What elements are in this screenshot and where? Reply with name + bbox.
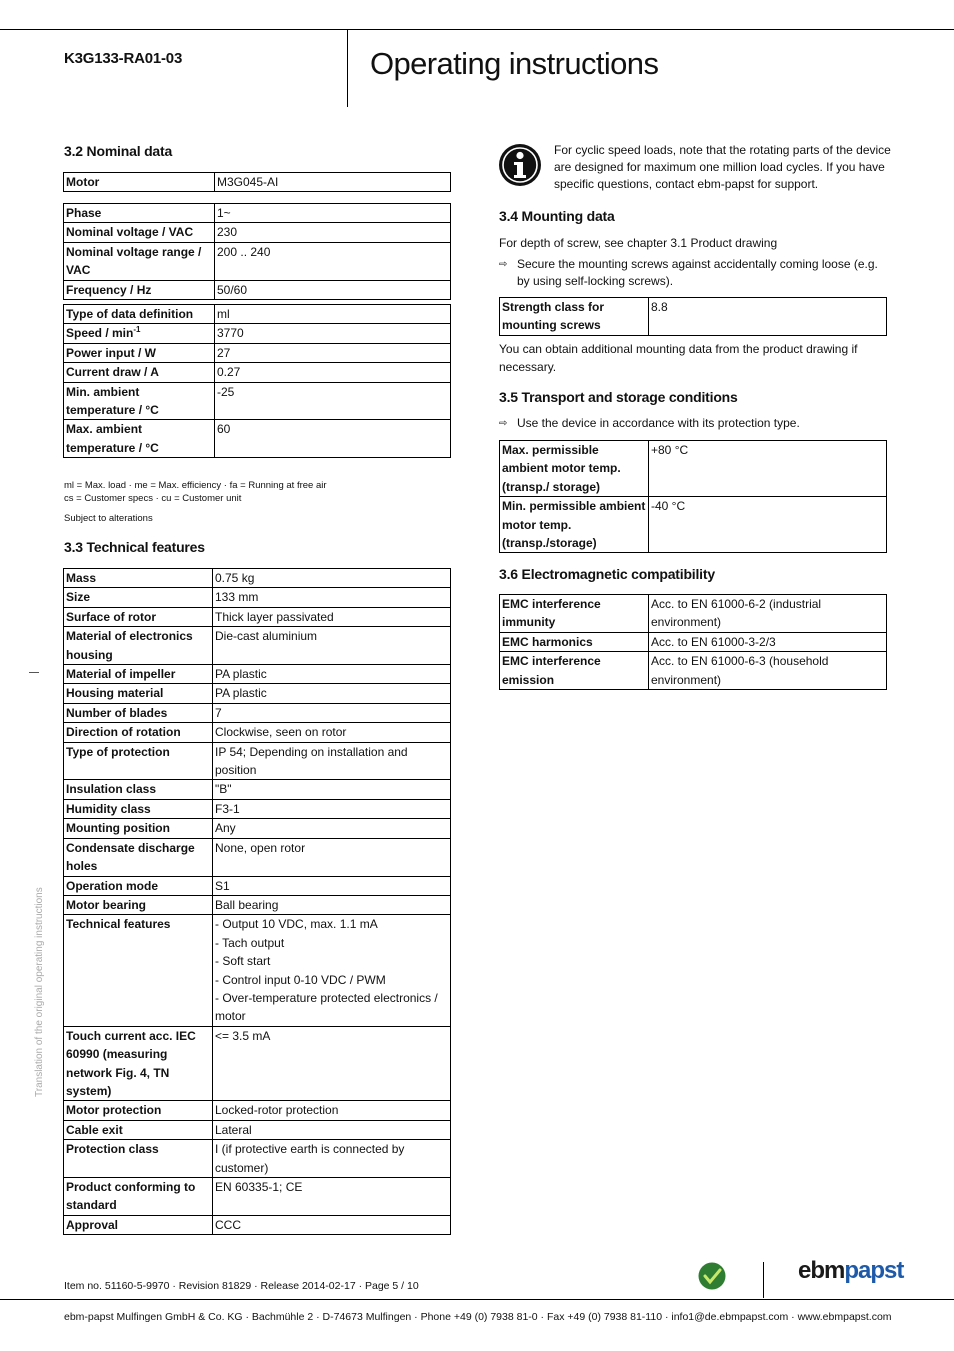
side-translation-note: Translation of the original operating instructions [34, 887, 45, 1097]
row-value: CCC [213, 1215, 451, 1234]
row-label: Min. ambient temperature / °C [64, 382, 215, 420]
row-value: Thick layer passivated [213, 607, 451, 626]
row-value: F3-1 [213, 799, 451, 818]
row-value: IP 54; Depending on installation and position [213, 742, 451, 780]
table-row [64, 723, 451, 742]
table-row [64, 569, 451, 588]
row-label: EMC harmonics [500, 632, 649, 651]
abbrev-note-2: cs = Customer specs · cu = Customer unit [64, 493, 242, 504]
row-value: 133 mm [213, 588, 451, 607]
row-label: Type of protection [64, 742, 213, 780]
row-value: - Output 10 VDC, max. 1.1 mA - Tach output - Soft start - Control input 0-10 VDC / PWM - Over-temperature protected electronics / motor [213, 915, 451, 1026]
row-label: Insulation class [64, 780, 213, 799]
row-label: Approval [64, 1215, 213, 1234]
row-value: 230 [215, 223, 451, 242]
row-value: 3770 [215, 324, 451, 343]
table-row [64, 780, 451, 799]
row-value: Acc. to EN 61000-6-3 (household environment) [649, 652, 887, 690]
table-row [64, 242, 451, 280]
table-row [64, 1101, 451, 1120]
row-value: 60 [215, 420, 451, 458]
logo-part-ebm: ebm [798, 1257, 845, 1284]
row-label: Touch current acc. IEC 60990 (measuring network Fig. 4, TN system) [64, 1026, 213, 1101]
row-label: Speed / $\min^{-1}$ [64, 324, 215, 343]
table-row [64, 703, 451, 722]
mounting-intro: For depth of screw, see chapter 3.1 Product drawing [499, 236, 778, 250]
row-value: 8.8 [649, 298, 887, 336]
mounting-bullet-text: Secure the mounting screws against accidentally coming loose (e.g. by using self-locking screws). [517, 257, 878, 288]
emc-table [499, 594, 887, 690]
transport-table-body [500, 441, 887, 553]
row-value: "B" [213, 780, 451, 799]
row-value: 0.75 kg [213, 569, 451, 588]
row-value: Acc. to EN 61000-3-2/3 [649, 632, 887, 651]
info-note: For cyclic speed loads, note that the rotating parts of the device are designed for maximum one million load cycles. If you have specific questions, contact ebm-papst for support. [554, 143, 891, 191]
table-row [500, 632, 887, 651]
table-row [64, 607, 451, 626]
row-label: Product conforming to standard [64, 1178, 213, 1216]
table-row [500, 652, 887, 690]
fold-mark [29, 672, 39, 673]
ebmpapst-logo [798, 1257, 904, 1284]
table-row [64, 627, 451, 665]
mounting-bullet [499, 256, 889, 290]
header-top-rule [0, 29, 954, 30]
row-value: Ball bearing [213, 895, 451, 914]
table-row [500, 497, 887, 553]
logo-part-papst: papst [844, 1257, 904, 1284]
mounting-table [499, 297, 887, 336]
table-row [64, 799, 451, 818]
table-row [64, 876, 451, 895]
row-label: Motor [64, 173, 215, 192]
table-row [64, 838, 451, 876]
row-value: -25 [215, 382, 451, 420]
row-value: 7 [213, 703, 451, 722]
row-value: 27 [215, 343, 451, 362]
row-value: None, open rotor [213, 838, 451, 876]
arrow-right-icon: ⇨ [499, 418, 508, 429]
info-icon [498, 143, 542, 187]
row-value: Clockwise, seen on rotor [213, 723, 451, 742]
operating-table [63, 304, 451, 458]
greentech-badge-icon [698, 1262, 726, 1290]
row-value: PA plastic [213, 684, 451, 703]
row-value: Lateral [213, 1120, 451, 1139]
electrical-table [63, 203, 451, 300]
item-number-line: Item no. 51160-5-9970 · Revision 81829 · Release 2014-02-17 · Page 5 / 10 [64, 1280, 419, 1292]
page-title: Operating instructions [370, 46, 659, 81]
operating-table-body [64, 305, 451, 458]
row-label: EMC interference immunity [500, 595, 649, 633]
table-row [64, 1120, 451, 1139]
table-row [64, 324, 451, 343]
row-value: Acc. to EN 61000-6-2 (industrial environment) [649, 595, 887, 633]
alterations-note: Subject to alterations [64, 513, 153, 524]
table-row [64, 223, 451, 242]
table-row [64, 588, 451, 607]
abbrev-note-1: ml = Max. load · me = Max. efficiency · fa = Running at free air [64, 480, 327, 491]
row-label: Operation mode [64, 876, 213, 895]
emc-heading: 3.6 Electromagnetic compatibility [499, 566, 715, 582]
row-value: Any [213, 819, 451, 838]
row-label: Direction of rotation [64, 723, 213, 742]
transport-table [499, 440, 887, 553]
technical-table [63, 568, 451, 1235]
table-row [64, 280, 451, 299]
table-row [64, 1178, 451, 1216]
mounting-table-body [500, 298, 887, 336]
row-label: Current draw / A [64, 363, 215, 382]
row-value: +80 °C [649, 441, 887, 497]
transport-bullet [499, 415, 889, 432]
row-value: PA plastic [213, 665, 451, 684]
table-row [64, 305, 451, 324]
row-label: Frequency / Hz [64, 280, 215, 299]
table-row [64, 204, 451, 223]
row-label: Max. permissible ambient motor temp. (transp./ storage) [500, 441, 649, 497]
row-label: Cable exit [64, 1120, 213, 1139]
nominal-heading: 3.2 Nominal data [64, 143, 173, 159]
row-value: Locked-rotor protection [213, 1101, 451, 1120]
row-value: Die-cast aluminium [213, 627, 451, 665]
motor-table [63, 172, 451, 192]
technical-heading: 3.3 Technical features [64, 539, 205, 555]
motor-table-body [64, 173, 451, 192]
footer-logo-divider [763, 1262, 764, 1298]
transport-heading: 3.5 Transport and storage conditions [499, 389, 738, 405]
table-row [64, 363, 451, 382]
row-value: 50/60 [215, 280, 451, 299]
emc-table-body [500, 595, 887, 690]
mounting-heading: 3.4 Mounting data [499, 208, 615, 224]
row-label: Surface of rotor [64, 607, 213, 626]
table-row [64, 915, 451, 1026]
table-row [64, 1140, 451, 1178]
table-row [64, 665, 451, 684]
company-address-line: ebm-papst Mulfingen GmbH & Co. KG · Bachmühle 2 · D-74673 Mulfingen · Phone +49 (0) 7938 81-0 · Fax +49 (0) 7938 81-110 · info1@de.ebmpapst.com · www.ebmpapst.com [64, 1311, 892, 1323]
row-label: Motor protection [64, 1101, 213, 1120]
row-label: Material of electronics housing [64, 627, 213, 665]
table-row [64, 895, 451, 914]
row-label: Housing material [64, 684, 213, 703]
technical-table-body [64, 569, 451, 1235]
row-label: Power input / W [64, 343, 215, 362]
row-label: Max. ambient temperature / °C [64, 420, 215, 458]
table-row [64, 382, 451, 420]
row-label: Humidity class [64, 799, 213, 818]
table-row [64, 1026, 451, 1101]
row-label: Size [64, 588, 213, 607]
row-value: S1 [213, 876, 451, 895]
row-value: 1~ [215, 204, 451, 223]
row-label: EMC interference emission [500, 652, 649, 690]
row-label: Min. permissible ambient motor temp. (transp./storage) [500, 497, 649, 553]
row-label: Motor bearing [64, 895, 213, 914]
arrow-right-icon: ⇨ [499, 259, 508, 270]
row-label: Mass [64, 569, 213, 588]
row-label: Technical features [64, 915, 213, 1026]
table-row [64, 684, 451, 703]
row-value: 200 .. 240 [215, 242, 451, 280]
row-value: I (if protective earth is connected by customer) [213, 1140, 451, 1178]
table-row [64, 420, 451, 458]
row-value: EN 60335-1; CE [213, 1178, 451, 1216]
model-number: K3G133-RA01-03 [64, 50, 183, 67]
speed-unit-exponent: -1 [133, 325, 141, 335]
row-label: Number of blades [64, 703, 213, 722]
row-value: ml [215, 305, 451, 324]
row-label: Protection class [64, 1140, 213, 1178]
row-value: -40 °C [649, 497, 887, 553]
table-row [64, 1215, 451, 1234]
row-label: Condensate discharge holes [64, 838, 213, 876]
table-row [500, 441, 887, 497]
table-row [500, 595, 887, 633]
row-label: Material of impeller [64, 665, 213, 684]
header-divider [347, 29, 348, 107]
transport-bullet-text: Use the device in accordance with its protection type. [517, 416, 800, 430]
row-label: Strength class for mounting screws [500, 298, 649, 336]
table-row [64, 343, 451, 362]
footer-rule [0, 1299, 954, 1300]
row-value: 0.27 [215, 363, 451, 382]
row-label: Type of data definition [64, 305, 215, 324]
table-row [64, 742, 451, 780]
row-label: Phase [64, 204, 215, 223]
row-value: <= 3.5 mA [213, 1026, 451, 1101]
row-value: M3G045-AI [215, 173, 451, 192]
mounting-after: You can obtain additional mounting data from the product drawing if necessary. [499, 342, 858, 374]
table-row [64, 173, 451, 192]
table-row [64, 819, 451, 838]
row-label: Nominal voltage range / VAC [64, 242, 215, 280]
table-row [500, 298, 887, 336]
electrical-table-body [64, 204, 451, 300]
row-label: Mounting position [64, 819, 213, 838]
row-label: Nominal voltage / VAC [64, 223, 215, 242]
